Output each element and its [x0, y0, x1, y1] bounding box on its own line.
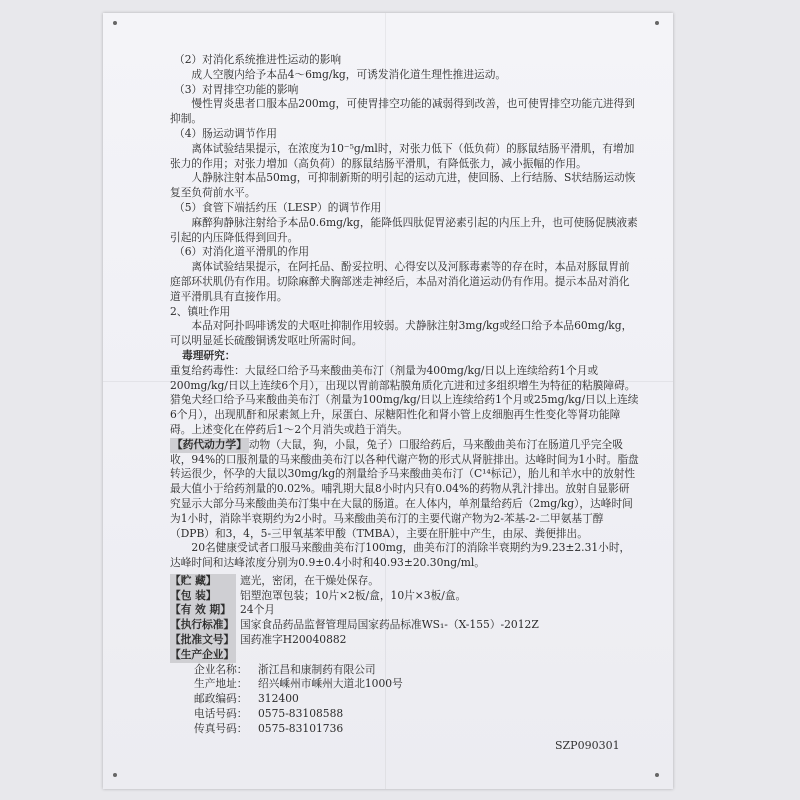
detail-label: 传真号码： — [194, 721, 248, 735]
pin-icon — [655, 21, 659, 25]
fax-row — [194, 722, 640, 737]
section-title: （4）肠运动调节作用 — [174, 126, 277, 140]
detail-value: 浙江昌和康制药有限公司 — [258, 662, 376, 676]
pharmacokinetics-paragraph: 动物（大鼠，狗，小鼠，兔子）口服给药后，马来酸曲美布汀在肠道几乎完全吸收，94%的口服剂量的马来酸曲美布汀以各种代谢产物的形式从肾脏排出。达峰时间为1小时。脂盘转运很少，怀孕的大鼠以30mg/kg的剂量给予马来酸曲美布汀（C¹⁴标记），胎儿和羊水中的放射性最大值小于给药剂量的0.02%。哺乳期大鼠8小时内只有0.04%的药物从乳汁排出。放射自显影研究显示大部分马来酸曲美布汀集中在大鼠的肠道。在人体内，单剂量给药后（2mg/kg），达峰时间为1小时，消除半衰期约为2小时。马来酸曲美布汀的主要代谢产物为2-苯基-2-二甲氨基丁醇（DPB）和3，4，5-三甲氧基苯甲酸（TMBA），主要在肝脏中产生，由尿、粪便排出。 — [170, 437, 639, 540]
detail-value: 0575-83108588 — [258, 707, 344, 721]
paragraph: 人静脉注射本品50mg，可抑制新斯的明引起的运动亢进，使回肠、上行结肠、S状结肠运动恢复至负荷前水平。 — [170, 171, 636, 200]
pin-icon — [655, 773, 659, 777]
info-label: 【有 效 期】 — [170, 603, 236, 618]
paragraph: 离体试验结果提示，在阿托品、酚妥拉明、心得安以及河豚毒素等的存在时，本品对豚鼠胃前庭部环状肌仍有作用。切除麻醉犬胸部迷走神经后，本品对消化道运动仍有作用。提示本品对消化道平滑肌具有直接作用。 — [170, 260, 630, 303]
storage-row — [170, 574, 640, 589]
manufacturer-row — [170, 648, 640, 663]
package-row — [170, 589, 640, 604]
detail-value: 绍兴嵊州市嵊州大道北1000号 — [258, 677, 403, 691]
manufacturer-label: 【生产企业】 — [170, 647, 235, 661]
detail-value: 312400 — [258, 692, 299, 706]
section-title: （5）食管下端括约压（LESP）的调节作用 — [174, 200, 382, 214]
info-label: 【执行标准】 — [170, 618, 235, 632]
paragraph: 慢性胃炎患者口服本品200mg，可使胃排空功能的减弱得到改善，也可使胃排空功能亢进得到抑制。 — [170, 97, 635, 126]
section-title: （6）对消化道平滑肌的作用 — [174, 245, 310, 259]
approval-row — [170, 633, 640, 648]
leaflet-sheet — [103, 13, 673, 789]
info-label: 【贮 藏】 — [170, 574, 236, 589]
paragraph: 成人空腹内给予本品4～6mg/kg，可诱发消化道生理性推进运动。 — [191, 67, 507, 81]
phone-row — [194, 707, 640, 722]
toxicology-title: 毒理研究： — [182, 348, 236, 362]
paragraph: 麻醉狗静脉注射给予本品0.6mg/kg，能降低四肽促胃泌素引起的内压上升，也可使肠促胰液素引起的内压降低得到回升。 — [170, 215, 638, 244]
detail-label: 生产地址： — [194, 677, 248, 691]
manufacturer-details — [170, 663, 640, 737]
document-code: SZP090301 — [555, 739, 620, 752]
section-title: （3）对胃排空功能的影响 — [174, 82, 299, 96]
detail-label: 企业名称： — [194, 662, 248, 676]
paragraph: 离体试验结果提示，在浓度为10⁻⁵g/ml时，对张力低下（低负荷）的豚鼠结肠平滑肌，有增加张力的作用；对张力增加（高负荷）的豚鼠结肠平滑肌，有降低张力，减小振幅的作用。 — [170, 141, 635, 170]
leaflet-text — [170, 53, 640, 737]
postal-code-row — [194, 692, 640, 707]
info-label: 【批准文号】 — [170, 633, 235, 647]
manufacturer-name-row — [194, 663, 640, 678]
info-value: 24个月 — [240, 603, 275, 617]
pharmacokinetics-paragraph-2: 20名健康受试者口服马来酸曲美布汀100mg，曲美布汀的消除半衰期约为9.23±2.31小时，达峰时间和达峰浓度分别为0.9±0.4小时和40.93±20.30ng/ml。 — [170, 541, 631, 570]
toxicology-paragraph: 重复给药毒性：大鼠经口给予马来酸曲美布汀（剂量为400mg/kg/日以上连续给药1个月或200mg/kg/日以上连续6个月），出现以胃前部粘膜角质化亢进和过多组织增生为特征的粘膜障碍。猎兔犬经口给予马来酸曲美布汀（剂量为100mg/kg/日以上连续给药1个月或25mg/kg/日以上连续6个月），出现肌酐和尿素氮上升，尿蛋白、尿糖阳性化和肾小管上皮细胞再生性变化等肾功能障碍。上述变化在停药后1～2个月消失或趋于消失。 — [170, 363, 639, 436]
section-title: （2）对消化系统推进性运动的影响 — [174, 53, 342, 66]
detail-label: 电话号码： — [194, 707, 248, 721]
info-value: 铝塑泡罩包装；10片×2板/盒，10片×3板/盒。 — [240, 588, 467, 602]
pharmacokinetics-block — [170, 438, 640, 542]
pin-icon — [113, 21, 117, 25]
section-title: 2、镇吐作用 — [170, 304, 231, 318]
info-value: 遮光，密闭，在干燥处保存。 — [240, 573, 379, 587]
info-value: 国药准字H20040882 — [240, 633, 347, 647]
pharmacokinetics-label: 【药代动力学】 — [172, 437, 247, 451]
standard-row — [170, 618, 640, 633]
shelf-life-row — [170, 603, 640, 618]
pin-icon — [113, 773, 117, 777]
info-label: 【包 装】 — [170, 589, 236, 604]
info-value: 国家食品药品监督管理局国家药品标准WS₁-（X-155）-2012Z — [240, 618, 539, 632]
manufacturer-address-row — [194, 677, 640, 692]
paragraph: 本品对阿扑吗啡诱发的犬呕吐抑制作用较弱。犬静脉注射3mg/kg或经口给予本品60mg/kg，可以明显延长硫酸铜诱发呕吐所需时间。 — [170, 319, 633, 348]
detail-value: 0575-83101736 — [258, 721, 344, 735]
detail-label: 邮政编码： — [194, 692, 248, 706]
